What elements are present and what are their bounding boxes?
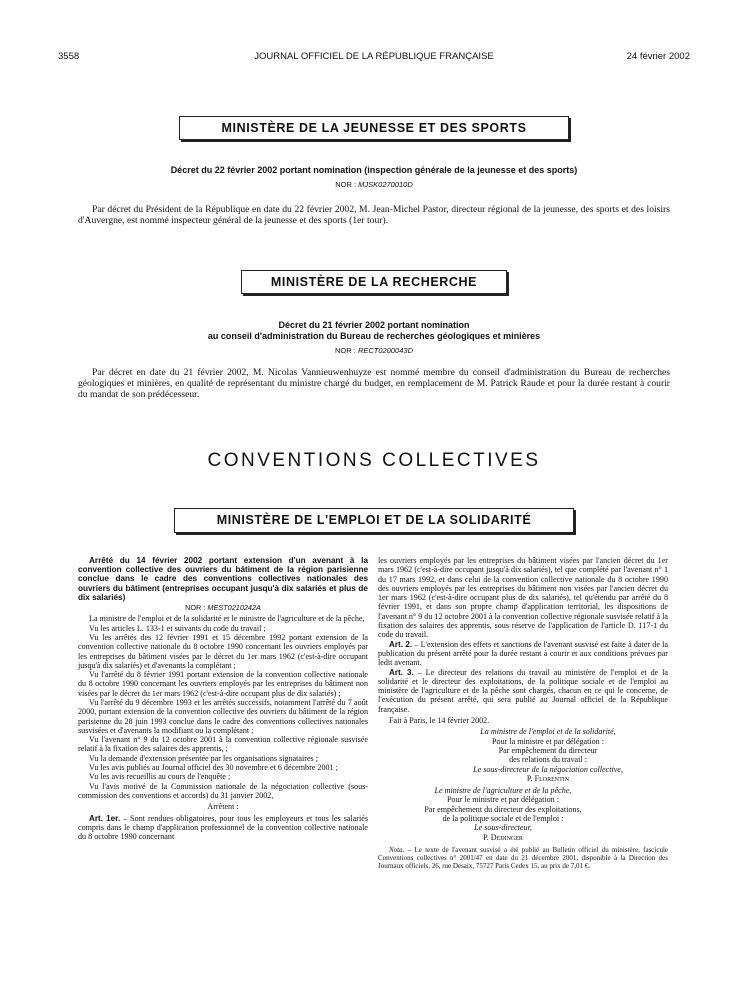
nor-reference	[78, 603, 368, 612]
article-1	[78, 814, 368, 842]
signature-line: Le sous-directeur,	[474, 823, 532, 833]
arretent: Arrêtent :	[207, 802, 239, 812]
article-label: Art. 3.	[389, 667, 414, 677]
right-column	[378, 556, 668, 870]
signatory-title: La ministre de l'emploi et de la solidarité,	[480, 727, 616, 737]
paragraph: Vu les arrêtés des 12 février 1991 et 15 décembre 1992 portant extension de la convention collective nationale du 8 octobre 1990 concernant les ouvriers employés par les entreprises du bâtiment visées par le décret du 1er mars 1962 (c'est-à-dire occupant jusqu'à dix salariés) et d'avenants la complétant ;	[78, 632, 368, 670]
arrete-title: Arrêté du 14 février 2002 portant extension d'un avenant à la convention collective des ouvriers du bâtiment de la région parisienne conclue dans le cadre des conventions collectives nationales des ouvriers du bâtiment (entreprises occupant jusqu'à dix salariés et plus de dix salariés)	[78, 556, 368, 602]
article-text: – Sont rendues obligatoires, pour tous les employeurs et tous les salariés compris dans le champ d'application professionnel de la convention collective nationale du 8 octobre 1990 concernant	[78, 813, 368, 842]
paragraph: Vu l'avenant n° 9 du 12 octobre 2001 à la convention collective régionale susvisée relatif à la fixation des salaires des apprentis, ;	[78, 735, 368, 754]
signature-line: Pour le ministre et par délégation :	[447, 795, 559, 805]
ministry-name: MINISTÈRE DE LA JEUNESSE ET DES SPORTS	[221, 121, 527, 135]
decree-title: Décret du 22 février 2002 portant nomination (inspection générale de la jeunesse et des sports)	[170, 165, 578, 175]
paragraph: Vu les avis publiés au Journal officiel des 30 novembre et 6 décembre 2001 ;	[89, 763, 338, 773]
signature-line: Pour la ministre et par délégation :	[492, 736, 604, 746]
ministry-box-emploi	[174, 508, 574, 533]
signature-line: Par empêchement du directeur	[498, 745, 598, 755]
paragraph: les ouvriers employés par les entreprises du bâtiment visées par l'ancien décret du 1er mars 1962 (c'est-à-dire occupant jusqu'à dix salariés), tel que complété par l'avenant n° 1 du 17 mars 1992, et dans celui de la convention collective nationale du 8 octobre 1990 des ouvriers employés par les entreprises du bâtiment non visées par l'ancien décret du 1er mars 1962 (c'est-à-dire occupant plus de dix salariés), tel qu'étendu par arrêté du 8 février 1991, et dans son propre champ d'application territorial, les dispositions de l'avenant n° 9 du 12 octobre 2001 à la convention collective régionale susvisée relatif à la fixation des salaires des apprentis, sous réserve de l'application de l'article D. 117-1 du code du travail.	[378, 556, 668, 640]
signature-block-1	[378, 727, 668, 783]
issue-date: 24 février 2002	[626, 51, 690, 62]
nota-text: – Le texte de l'avenant susvisé a été publié au Bulletin officiel du ministère, fascicule Conventions collectives n° 2001/47 en date du 21 décembre 2001, disponible à la Direction des Journaux officiels, 26, rue Desaix, 75727 Paris Cedex 15, au prix de 7,01 €.	[378, 845, 669, 870]
ministry-name: MINISTÈRE DE L'EMPLOI ET DE LA SOLIDARITÉ	[216, 513, 532, 527]
paragraph: Vu la demande d'extension présentée par les organisations signataires ;	[89, 753, 318, 763]
paragraph: Vu l'arrêté du 8 février 1991 portant extension de la convention collective nationale du 8 octobre 1990 concernant les ouvriers employés par les entreprises du bâtiment non visées par le décret du 1er mars 1962 (c'est-à-dire occupant plus de dix salariés) ;	[78, 670, 368, 698]
ministry-box-recherche	[241, 270, 507, 294]
signature-line: de la politique sociale et de l'emploi :	[442, 814, 564, 824]
article-label: Art. 1er.	[89, 813, 121, 823]
decree-title-line1: Décret du 21 février 2002 portant nomination	[278, 320, 470, 330]
nor-reference	[60, 346, 688, 355]
decree-title-line2: au conseil d'administration du Bureau de recherches géologiques et minières	[207, 331, 541, 341]
paragraph: Vu l'avis motivé de la Commission nationale de la négociation collective (sous-commission des conventions et accords) du 31 janvier 2002,	[78, 781, 368, 800]
article-text: – Le directeur des relations du travail au ministère de l'emploi et de la solidarité et le directeur des exploitations, de la politique sociale et de l'emploi au ministère de l'agriculture et de la pêche sont chargés, chacun en ce qui le concerne, de l'exécution du présent arrêté, qui sera publié au Journal officiel de la République française.	[378, 667, 668, 714]
paragraph: Vu les avis recueillis au cours de l'enquête ;	[89, 772, 231, 782]
section-heading: CONVENTIONS COLLECTIVES	[207, 450, 541, 471]
nor-label: NOR :	[335, 180, 357, 189]
signature-block-2	[378, 786, 668, 842]
nor-reference	[60, 180, 688, 189]
signature-line: des relations du travail :	[509, 755, 587, 765]
nor-code: MEST0210242A	[207, 603, 261, 613]
decree-body: Par décret du Président de la République en date du 22 février 2002, M. Jean-Michel Pastor, directeur régional de la jeunesse, des sports et des loisirs d'Auvergne, est nommé inspecteur général de la jeunesse et des sports (1er tour).	[78, 204, 670, 226]
journal-title: JOURNAL OFFICIEL DE LA RÉPUBLIQUE FRANÇAISE	[254, 51, 494, 62]
nota-label: Nota.	[389, 845, 405, 854]
signature-line: Par empêchement du directeur des exploitations,	[424, 804, 582, 814]
decree-title	[60, 320, 688, 342]
decree-body: Par décret en date du 21 février 2002, M. Nicolas Vannieuwenhuyze est nommé membre du conseil d'administration du Bureau de recherches géologiques et minières, en qualité de représentant du ministre chargé du budget, en remplacement de M. Patrick Raude et pour la durée restant à courir du mandat de son prédécesseur.	[78, 367, 670, 400]
fait-a: Fait à Paris, le 14 février 2002.	[389, 716, 490, 726]
paragraph: Vu l'arrêté du 9 décembre 1993 et les arrêtés successifs, notamment l'arrêté du 7 août 2000, portant extension de la convention collective des ouvriers du bâtiment de la région parisienne du 28 juin 1993 conclue dans le cadre des conventions collectives nationales susvisées et d'avenants la modifiant ou la complétant ;	[78, 697, 368, 735]
page-header	[58, 51, 690, 65]
ministry-box-jeunesse	[179, 116, 569, 140]
page-number: 3558	[58, 51, 80, 62]
nor-code: MJSK0270010D	[358, 180, 413, 189]
signatory-name: P. Florentin	[526, 773, 570, 783]
paragraph: La ministre de l'emploi et de la solidarité et le ministre de l'agriculture et de la pêche,	[89, 614, 365, 624]
signatory-name: P. Dedinger	[483, 832, 523, 842]
nota	[378, 846, 668, 870]
article-text: – L'extension des effets et sanctions de l'avenant susvisé est faite à dater de la publication du présent arrêté pour la durée restant à courir et aux conditions prévues par ledit avenant.	[378, 639, 668, 668]
signature-line: Le sous-directeur de la négociation collective,	[473, 764, 623, 774]
signatory-title: Le ministre de l'agriculture et de la pêche,	[434, 786, 572, 796]
nor-code: RECT0200043D	[357, 346, 413, 355]
nor-label: NOR :	[185, 603, 206, 613]
article-2	[378, 640, 668, 668]
left-column	[78, 556, 368, 841]
article-3	[378, 668, 668, 714]
ministry-name: MINISTÈRE DE LA RECHERCHE	[270, 275, 478, 289]
nor-label: NOR :	[335, 346, 356, 355]
paragraph: Vu les articles L. 133-1 et suivants du code du travail ;	[89, 623, 266, 633]
article-label: Art. 2.	[389, 639, 413, 649]
